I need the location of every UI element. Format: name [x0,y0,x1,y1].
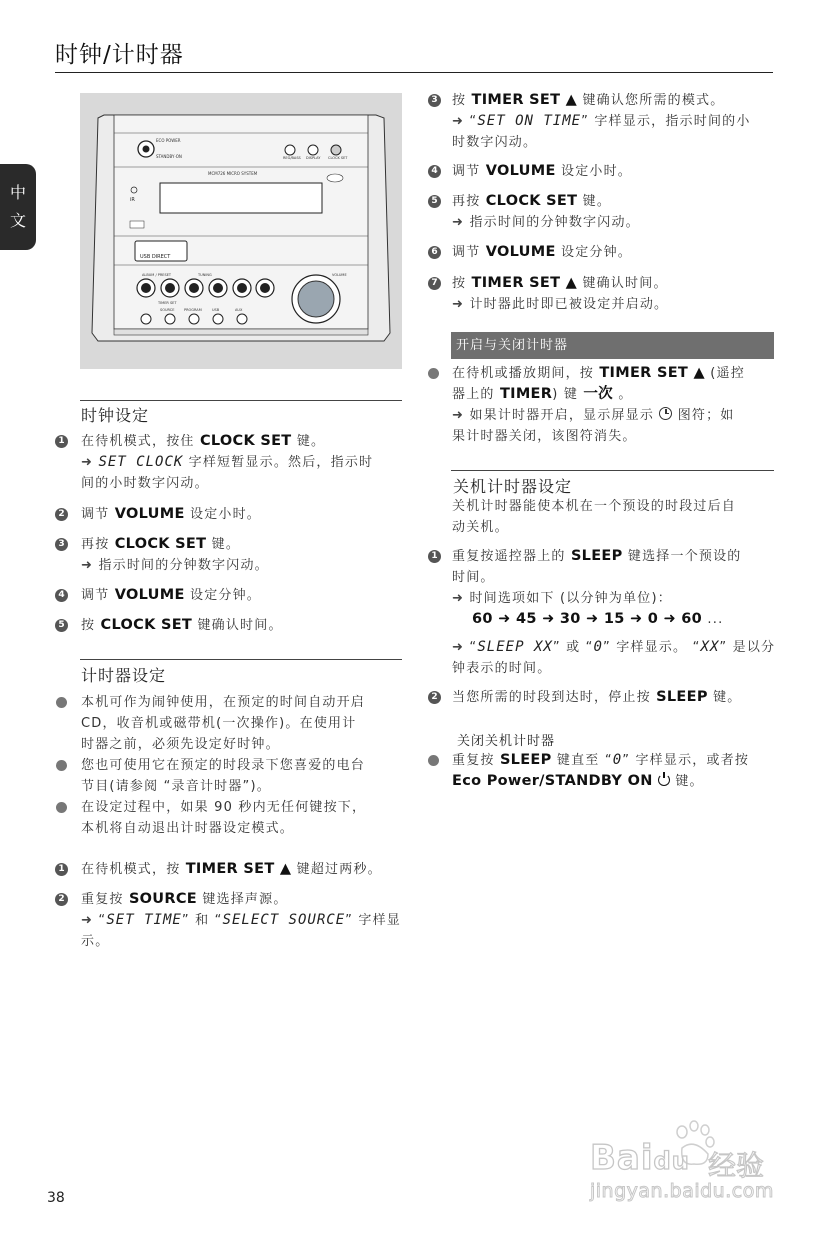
right-step-3: 按 TIMER SET ▲ 键确认您所需的模式。 ➜ “SET ON TIME” 字样显示，指示时间的小 时数字闪动。 [452,92,751,150]
tab-char-2: 文 [9,211,26,230]
right-step-3-note2: 时数字闪动。 [452,135,538,150]
clock-step-2-number: 2 [55,508,68,521]
clock-step-5-b: CLOCK SET [100,617,193,633]
sleep-intro [452,496,777,538]
onoff-l1a: 在待机或播放期间，按 [452,366,600,381]
clock-step-3-note: 指示时间的分钟数字闪动。 [98,558,269,573]
clock-step-1-a: 在待机模式，按住 [81,434,200,449]
sleep-option-45: 45 [515,611,537,627]
clock-step-4-a: 调节 [81,588,115,603]
right-step-5-number: 5 [428,195,441,208]
clock-step-1-c: 键。 [291,434,326,449]
volume-label: VOLUME [332,273,347,277]
timer-step-1-b: TIMER SET ▲ [185,861,292,877]
right-step-3-note: ” 字样显示，指示时间的小 [581,114,751,129]
right-step-7 [452,273,668,315]
eco-power-label: ECO POWER [156,138,181,143]
right-step-3-lcd: SET ON TIME [477,113,582,129]
right-step-4-number: 4 [428,165,441,178]
timer-step-1-c: 键超过两秒。 [291,862,382,877]
timer-step-2: 重复按 SOURCE 键选择声源。 ➜ “SET TIME” 和 “SELECT SOURCE” 字样显 示。 [81,891,401,949]
sleep-c2b: 键。 [670,774,704,789]
sleep-c1b: SLEEP [499,752,552,768]
arrow-icon: ➜ [81,913,94,928]
sleep-s1a: 重复按遥控器上的 [452,549,571,564]
sleep-option-15: 15 [603,611,625,627]
clock-step-4 [81,585,261,606]
right-step-6 [452,242,632,263]
sleep-section-rule [451,470,774,471]
onoff-l2e: 。 [612,387,633,402]
right-step-3-number: 3 [428,94,441,107]
right-step-4-b: VOLUME [485,163,556,179]
sleep-intro-2: 动关机。 [452,520,509,535]
timer-bullet-3-l1: 在设定过程中，如果 90 秒内无任何键按下， [81,800,367,815]
bullet-icon [56,697,67,708]
right-step-7-a: 按 [452,276,472,291]
right-step-4-c: 设定小时。 [555,164,633,179]
sleep-end: ” 是以分 [719,640,776,655]
sleep-or: ” 或 “ [552,640,594,655]
sleep-s1c: 键选择一个预设的 [622,549,742,564]
onoff-l4: 果计时器关闭，该图符消失。 [452,429,637,444]
sleep-option-60b: 60 [681,611,703,627]
page-number: 38 [47,1190,65,1206]
title-rule [55,72,773,73]
onoff-l2b: TIMER [499,386,553,402]
timer-step-1-a: 在待机模式，按 [81,862,186,877]
onoff-l1c: (遥控 [704,366,745,381]
clock-step-2 [81,504,261,525]
arrow-icon: ➜ [81,558,94,573]
model-label: MCM726 MICRO SYSTEM [208,171,258,176]
timer-bullet-3-l2: 本机将自动退出计时器设定模式。 [81,821,295,836]
right-step-3-a: 按 [452,93,472,108]
sleep-ellipsis: ... [707,612,724,627]
clock-step-1-number: 1 [55,435,68,448]
clock-step-5 [81,615,283,636]
sleep-lcd1: SLEEP XX [477,639,553,655]
timer-set-label: TIMER SET [158,301,177,305]
timer-step-2-lcd1: SET TIME [106,912,182,928]
timer-step-2-lcd2: SELECT SOURCE [222,912,346,928]
timer-bullet-2-l2: 节目(请参阅 “录音计时器”)。 [81,779,271,794]
right-step-3-c: 键确认您所需的模式。 [577,93,725,108]
clock-step-1-b: CLOCK SET [199,433,292,449]
arrow-icon: ➜ [452,591,465,606]
timer-bullet-1-l3: 时器之前，必须先设定好时钟。 [81,737,280,752]
program-label: PROGRAM [184,308,202,312]
right-step-7-number: 7 [428,277,441,290]
sleep-display-note: ➜ “SLEEP XX” 或 “0” 字样显示。 “XX” 是以分 钟表示的时间。 [452,639,776,676]
display-label: DISPLAY [306,156,321,160]
ir-label: iR [130,197,135,203]
onoff-text [452,363,777,447]
clock-step-3-c: 键。 [206,537,241,552]
sleep-c1lcd: 0 [612,752,623,768]
right-step-7-note: 计时器此时即已被设定并启动。 [469,297,669,312]
sleep-step-1 [452,546,777,630]
timer-step-2-end: ” 字样显 [345,913,401,928]
watermark-brand-2: du [653,1147,690,1175]
onoff-l2c: ) 键 [552,387,584,402]
clock-step-5-a: 按 [81,618,101,633]
clock-step-3-number: 3 [55,538,68,551]
right-step-5-note: 指示时间的分钟数字闪动。 [469,215,640,230]
clock-step-3-a: 再按 [81,537,115,552]
clock-set-label: CLOCK SET [328,156,348,160]
sleep-c1a: 重复按 [452,753,500,768]
bullet-icon [56,760,67,771]
right-step-6-a: 调节 [452,245,486,260]
clock-section-rule [80,400,402,401]
onoff-l3a: 如果计时器开启，显示屏显示 [469,408,660,423]
aux-label: AUX [235,308,243,312]
watermark-brand [590,1138,690,1178]
timer-step-1-number: 1 [55,863,68,876]
arrow-icon: ➜ [452,408,465,423]
clock-step-4-number: 4 [55,589,68,602]
clock-step-1-note: 字样短暂显示。然后，指示时 [183,455,374,470]
right-step-4-a: 调节 [452,164,486,179]
timer-bullet-3 [81,797,406,839]
sleep-s1d: 时间。 [452,570,495,585]
clock-step-4-c: 设定分钟。 [184,588,262,603]
sleep-s2c: 键。 [707,690,742,705]
power-icon [658,774,670,786]
baidu-watermark [590,1120,780,1210]
language-tab [0,164,36,250]
onoff-l2d: 一次 [583,386,613,402]
timer-step-2-end2: 示。 [81,934,110,949]
bullet-icon [428,755,439,766]
right-step-3-b: TIMER SET ▲ [471,92,578,108]
timer-bullet-1 [81,692,406,755]
right-step-6-c: 设定分钟。 [555,245,633,260]
onoff-l1b: TIMER SET ▲ [599,365,705,381]
arrow-icon: ➜ [452,297,465,312]
bullet-icon [56,802,67,813]
clock-step-1-note2: 间的小时数字闪动。 [81,476,209,491]
timer-step-2-mid: ” 和 “ [181,913,223,928]
sleep-lcd2: 0 [593,639,603,655]
right-step-7-c: 键确认时间。 [577,276,668,291]
sleep-section-title: 关机计时器设定 [453,477,573,496]
close-sleep-title: 关闭关机计时器 [457,734,556,749]
sleep-s2a: 当您所需的时段到达时，停止按 [452,690,657,705]
clock-step-5-number: 5 [55,619,68,632]
arrow-icon: ➜ [452,114,465,129]
timer-step-2-c: 键选择声源。 [197,892,288,907]
reg-bass-label: REG/BASS [283,156,301,160]
timer-section-title: 计时器设定 [81,666,167,685]
usb-direct-label: USB DIRECT [140,254,171,260]
sleep-note1: 时间选项如下 (以分钟为单位)： [469,591,672,606]
device-illustration [80,93,402,369]
sleep-lcd3: XX [700,639,720,655]
timer-step-2-b: SOURCE [128,891,197,907]
tab-char-1: 中 [9,183,26,202]
clock-section-title: 时钟设定 [81,406,150,425]
page-title: 时钟/计时器 [55,42,184,68]
timer-bullet-2 [81,755,406,797]
timer-step-2-a: 重复按 [81,892,129,907]
timer-clock-icon [659,407,672,420]
sleep-c1c: 键直至 “ [551,753,613,768]
sleep-step-2 [452,687,777,708]
clock-step-2-a: 调节 [81,507,115,522]
clock-step-1-lcd: SET CLOCK [98,454,184,470]
clock-step-2-c: 设定小时。 [184,507,262,522]
timer-step-2-number: 2 [55,893,68,906]
close-sleep-text [452,750,777,792]
clock-step-5-c: 键确认时间。 [192,618,283,633]
onoff-l2a: 器上的 [452,387,500,402]
clock-step-4-b: VOLUME [114,587,185,603]
sleep-option-60: 60 [472,611,493,627]
arrow-icon: ➜ [452,640,465,655]
right-step-6-b: VOLUME [485,244,556,260]
right-step-5-c: 键。 [577,194,612,209]
sleep-c2a: Eco Power/STANDBY ON [452,773,653,789]
sleep-s1b: SLEEP [570,548,623,564]
standby-label: STANDBY·ON [156,154,182,159]
sleep-options: 60 ➜ 45 ➜ 30 ➜ 15 ➜ 0 ➜ 60 [472,611,703,627]
right-step-4 [452,161,632,182]
clock-step-1 [81,431,373,494]
sleep-intro-1: 关机计时器能使本机在一个预设的时段过后自 [452,499,737,514]
onoff-l3b: 图符；如 [672,408,735,423]
source-label: SOURCE [160,308,175,312]
clock-step-2-b: VOLUME [114,506,185,522]
right-step-5 [452,191,640,233]
sleep-end2: 钟表示的时间。 [452,661,552,676]
timer-step-1 [81,859,382,880]
timer-bullet-2-l1: 您也可使用它在预定的时段录下您喜爱的电台 [81,758,366,773]
timer-section-rule [80,659,402,660]
sleep-step-2-number: 2 [428,691,441,704]
clock-step-3 [81,534,269,576]
sleep-s2b: SLEEP [656,689,708,705]
timer-bullet-1-l1: 本机可作为闹钟使用，在预定的时间自动开启 [81,695,366,710]
right-step-5-b: CLOCK SET [485,193,578,209]
arrow-icon: ➜ [81,455,94,470]
sleep-mid: ” 字样显示。 “ [602,640,701,655]
usb-label: USB [212,308,220,312]
bullet-icon [428,368,439,379]
right-step-7-b: TIMER SET ▲ [471,275,578,291]
sleep-step-1-number: 1 [428,550,441,563]
timer-bullet-1-l2: CD，收音机或磁带机(一次操作)。在使用计 [81,716,357,731]
tuning-label: TUNING [198,273,212,277]
album-preset-label: ALBUM / PRESET [142,273,172,277]
sleep-c1d: ” 字样显示，或者按 [622,753,750,768]
sleep-option-0: 0 [647,611,659,627]
onoff-section-bar: 开启与关闭计时器 [451,332,774,359]
arrow-icon: ➜ [452,215,465,230]
sleep-option-30: 30 [559,611,581,627]
right-step-5-a: 再按 [452,194,486,209]
watermark-url: jingyan.baidu.com [590,1180,774,1202]
watermark-jingyan: 经验 [708,1149,765,1182]
watermark-brand-1: Bai [590,1138,654,1178]
clock-step-3-b: CLOCK SET [114,536,207,552]
right-step-6-number: 6 [428,246,441,259]
